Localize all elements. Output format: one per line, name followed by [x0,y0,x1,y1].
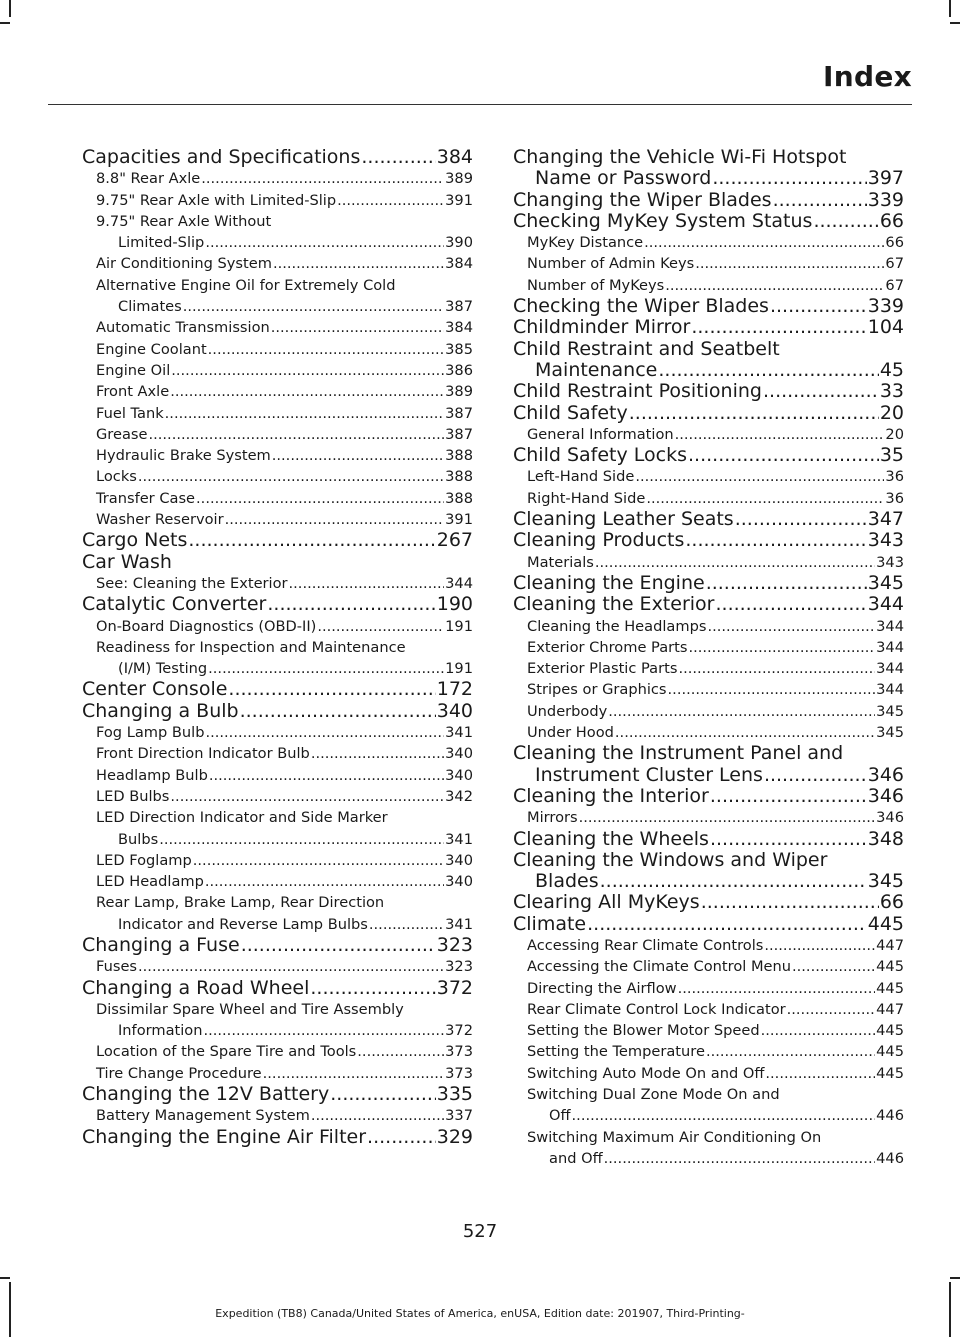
entry-text: Number of MyKeys ..... [527,275,904,296]
entry-text: Information ..... [96,1020,473,1041]
index-subentry [82,253,473,274]
entry-text: Clearing All MyKeys ..... [513,892,904,913]
entry-text: 9.75" Rear Axle with Limited-Slip ..... [96,190,473,211]
page-reference: 66 [879,210,904,232]
page-reference: 33 [879,381,904,403]
entry-text: Changing a Road Wheel ..... [82,978,473,999]
index-column-right [513,147,904,1169]
index-entry [513,914,904,935]
index-entry [513,850,904,893]
entry-text: Rear Lamp, Brake Lamp, Rear Direction [96,894,385,912]
index-entry [82,552,473,573]
index-subentry [82,999,473,1042]
index-subentry [82,424,473,445]
index-subentry [82,871,473,892]
index-subentry [82,1105,473,1126]
index-subentry [82,722,473,743]
entry-text: LED Foglamp ..... [96,850,473,871]
entry-text: Cleaning the Engine ..... [513,573,904,594]
index-subentry [513,424,904,445]
page-reference: 67 [884,253,904,274]
page-reference: 337 [444,1105,473,1126]
entry-text: Car Wash [82,551,172,573]
entry-text: Switching Dual Zone Mode On and [527,1086,780,1104]
entry-text: Underbody ..... [527,701,904,722]
entry-text: Cleaning the Interior ..... [513,786,904,807]
index-subentry [513,275,904,296]
page-reference: 345 [867,572,904,594]
entry-text: Checking the Wiper Blades ..... [513,296,904,317]
entry-text: Number of Admin Keys ..... [527,253,904,274]
page-reference: 388 [444,466,473,487]
page-reference: 391 [444,509,473,530]
entry-text: Rear Climate Control Lock Indicator ..... [527,999,904,1020]
page-reference: 36 [884,466,904,487]
page-reference: 388 [444,488,473,509]
page-reference: 191 [444,658,473,679]
index-entry [82,1084,473,1105]
index-subentry [513,466,904,487]
page-reference: 344 [867,594,904,616]
index-subentry [513,488,904,509]
entry-text: Location of the Spare Tire and Tools ..... [96,1041,473,1062]
index-subentry [82,317,473,338]
page-reference: 45 [879,358,904,381]
index-subentry [513,999,904,1020]
entry-text: Child Safety Locks ..... [513,445,904,466]
page-reference: 191 [444,616,473,637]
entry-text: 9.75" Rear Axle Without [96,212,272,230]
index-subentry [513,956,904,977]
page-reference: 373 [444,1063,473,1084]
entry-text: Changing the Wiper Blades ..... [513,190,904,211]
entry-text: (I/M) Testing ..... [96,658,473,679]
page-reference: 387 [444,403,473,424]
entry-text: Materials ..... [527,552,904,573]
page-reference: 190 [436,594,473,616]
page-reference: 341 [444,914,473,935]
index-subentry [82,275,473,318]
entry-text: Stripes or Graphics ..... [527,679,904,700]
page-reference: 341 [444,829,473,850]
index-subentry [513,978,904,999]
entry-text: Cleaning Leather Seats ..... [513,509,904,530]
index-entry [82,1127,473,1148]
page-reference: 391 [444,190,473,211]
entry-text: Exterior Plastic Parts ..... [527,658,904,679]
entry-text: Instrument Cluster Lens ..... [513,765,904,786]
page-reference: 340 [444,743,473,764]
page-reference: 345 [875,722,904,743]
entry-text: Engine Coolant ..... [96,339,473,360]
index-subentry [82,1041,473,1062]
page-reference: 346 [875,807,904,828]
page-reference: 20 [879,402,904,424]
crop-mark [0,22,10,24]
entry-text: Changing the Engine Air Filter ..... [82,1127,473,1148]
index-entry [82,679,473,700]
index-entry [513,317,904,338]
page-reference: 343 [867,530,904,552]
index-entry [513,573,904,594]
entry-text: Cargo Nets ..... [82,530,473,551]
index-subentry [82,573,473,594]
page-reference: 386 [444,360,473,381]
page-reference: 372 [436,977,473,999]
page-reference: 447 [875,935,904,956]
entry-text: Cleaning the Exterior ..... [513,594,904,615]
page-reference: 344 [875,679,904,700]
page-reference: 346 [867,785,904,807]
page-reference: 447 [875,999,904,1020]
entry-text: Fuel Tank ..... [96,403,473,424]
index-subentry [82,445,473,466]
index-subentry [82,403,473,424]
entry-text: Maintenance ..... [513,360,904,381]
entry-text: General Information ..... [527,424,904,445]
entry-text: Changing the 12V Battery ..... [82,1084,473,1105]
index-subentry [82,360,473,381]
page-reference: 339 [867,189,904,211]
entry-text: Readiness for Inspection and Maintenance [96,638,406,656]
index-subentry [82,892,473,935]
page-reference: 345 [867,870,904,893]
entry-text: MyKey Distance ..... [527,232,904,253]
entry-text: Cleaning the Windows and Wiper [513,849,828,871]
index-subentry [513,679,904,700]
index-subentry [513,1127,904,1170]
index-entry [513,786,904,807]
index-subentry [82,211,473,254]
entry-text: Climate ..... [513,914,904,935]
index-subentry [82,168,473,189]
index-subentry [82,381,473,402]
crop-mark [950,22,960,24]
entry-text: Limited-Slip ..... [96,232,473,253]
page-reference: 340 [444,765,473,786]
index-entry [513,829,904,850]
entry-text: and Off ..... [527,1148,904,1169]
page-reference: 445 [867,913,904,935]
entry-text: Cleaning the Headlamps ..... [527,616,904,637]
index-subentry [82,509,473,530]
entry-text: 8.8" Rear Axle ..... [96,168,473,189]
entry-text: Setting the Blower Motor Speed ..... [527,1020,904,1041]
entry-text: Mirrors ..... [527,807,904,828]
index-entry [513,530,904,551]
entry-text: Accessing Rear Climate Controls ..... [527,935,904,956]
entry-text: Climates ..... [96,296,473,317]
entry-text: Bulbs ..... [96,829,473,850]
index-entry [513,445,904,466]
entry-text: Right-Hand Side ..... [527,488,904,509]
header-divider [48,104,912,105]
index-subentry [82,488,473,509]
index-subentry [82,765,473,786]
index-entry [82,147,473,168]
index-subentry [513,232,904,253]
index-subentry [82,190,473,211]
entry-text: On-Board Diagnostics (OBD-II) ..... [96,616,473,637]
entry-text: Childminder Mirror ..... [513,317,904,338]
footer-edition-text: Expedition (TB8) Canada/United States of America, enUSA, Edition date: 201907, Third-Printing- [215,1307,745,1320]
page-reference: 390 [444,232,473,253]
page-reference: 323 [436,934,473,956]
entry-text: Catalytic Converter ..... [82,594,473,615]
entry-text: Directing the Airflow ..... [527,978,904,999]
entry-text: Battery Management System ..... [96,1105,473,1126]
entry-text: Indicator and Reverse Lamp Bulbs ..... [96,914,473,935]
entry-text: Child Restraint Positioning ..... [513,381,904,402]
index-entry [513,743,904,786]
page-reference: 445 [875,978,904,999]
page-reference: 20 [884,424,904,445]
index-entry [82,935,473,956]
entry-text: Changing a Bulb ..... [82,701,473,722]
page-reference: 373 [444,1041,473,1062]
page-reference: 340 [436,700,473,722]
page-reference: 445 [875,1041,904,1062]
page-reference: 341 [444,722,473,743]
index-subentry [513,1063,904,1084]
crop-mark [9,0,11,17]
page-reference: 372 [444,1020,473,1041]
entry-text: Switching Maximum Air Conditioning On [527,1128,822,1146]
index-subentry [82,616,473,637]
entry-text: Off ..... [527,1105,904,1126]
page-reference: 397 [867,167,904,190]
index-subentry [513,1084,904,1127]
page-number: 527 [462,1221,498,1242]
entry-text: Changing a Fuse ..... [82,935,473,956]
entry-text: Grease ..... [96,424,473,445]
entry-text: LED Bulbs ..... [96,786,473,807]
entry-text: Changing the Vehicle Wi-Fi Hotspot [513,147,847,168]
page-reference: 335 [436,1084,473,1106]
index-subentry [513,722,904,743]
entry-text: Cleaning the Wheels ..... [513,829,904,850]
entry-text: Fog Lamp Bulb ..... [96,722,473,743]
page-reference: 388 [444,445,473,466]
entry-text: Washer Reservoir ..... [96,509,473,530]
entry-text: LED Headlamp ..... [96,871,473,892]
crop-mark [949,0,951,17]
index-column-left [82,147,473,1148]
entry-text: Hydraulic Brake System ..... [96,445,473,466]
page-reference: 66 [879,892,904,914]
entry-text: Setting the Temperature ..... [527,1041,904,1062]
page-reference: 340 [444,850,473,871]
page-reference: 344 [875,637,904,658]
page-reference: 384 [436,147,473,168]
entry-text: Exterior Chrome Parts ..... [527,637,904,658]
entry-text: Fuses ..... [96,956,473,977]
index-subentry [82,637,473,680]
page-reference: 323 [444,956,473,977]
page-reference: 348 [867,828,904,850]
entry-text: Cleaning Products ..... [513,530,904,551]
entry-text: Automatic Transmission ..... [96,317,473,338]
index-entry [513,892,904,913]
index-entry [513,296,904,317]
index-entry [513,509,904,530]
entry-text: Accessing the Climate Control Menu ..... [527,956,904,977]
index-subentry [82,850,473,871]
index-entry [513,403,904,424]
index-subentry [513,637,904,658]
entry-text: Locks ..... [96,466,473,487]
index-subentry [513,616,904,637]
page-reference: 446 [875,1148,904,1169]
page-reference: 389 [444,381,473,402]
entry-text: Tire Change Procedure ..... [96,1063,473,1084]
page-reference: 345 [875,701,904,722]
index-entry [82,594,473,615]
page-reference: 347 [867,509,904,531]
entry-text: Cleaning the Instrument Panel and [513,743,844,765]
page-title: Index [823,60,912,93]
entry-text: LED Direction Indicator and Side Marker [96,809,388,827]
page-reference: 104 [867,317,904,339]
index-entry [513,147,904,190]
page-reference: 344 [875,658,904,679]
index-subentry [82,743,473,764]
entry-text: Capacities and Specifications ..... [82,147,473,168]
index-subentry [82,807,473,850]
index-subentry [513,807,904,828]
index-entry [82,701,473,722]
index-subentry [513,1020,904,1041]
index-subentry [513,935,904,956]
index-entry [513,211,904,232]
entry-text: Transfer Case ..... [96,488,473,509]
entry-text: Switching Auto Mode On and Off ..... [527,1063,904,1084]
entry-text: Under Hood ..... [527,722,904,743]
index-subentry [82,339,473,360]
index-entry [513,594,904,615]
entry-text: Dissimilar Spare Wheel and Tire Assembly [96,1000,404,1018]
page-reference: 67 [884,275,904,296]
page-reference: 385 [444,339,473,360]
page-reference: 387 [444,296,473,317]
page-reference: 445 [875,1020,904,1041]
entry-text: Front Axle ..... [96,381,473,402]
page-reference: 172 [436,679,473,701]
entry-text: Engine Oil ..... [96,360,473,381]
index-subentry [513,1041,904,1062]
entry-text: Alternative Engine Oil for Extremely Cold [96,276,396,294]
entry-text: Headlamp Bulb ..... [96,765,473,786]
page-reference: 387 [444,424,473,445]
index-subentry [513,253,904,274]
index-subentry [82,956,473,977]
page-reference: 384 [444,253,473,274]
entry-text: Front Direction Indicator Bulb ..... [96,743,473,764]
page-reference: 36 [884,488,904,509]
page-reference: 66 [884,232,904,253]
page-reference: 446 [875,1105,904,1126]
entry-text: Checking MyKey System Status ..... [513,211,904,232]
page-reference: 384 [444,317,473,338]
index-entry [513,339,904,382]
index-subentry [82,466,473,487]
entry-text: See: Cleaning the Exterior ..... [96,573,473,594]
entry-text: Left-Hand Side ..... [527,466,904,487]
index-subentry [513,701,904,722]
crop-mark [950,1277,960,1279]
index-subentry [513,552,904,573]
entry-text: Blades ..... [513,871,904,892]
entry-text: Child Safety ..... [513,403,904,424]
page-reference: 344 [444,573,473,594]
entry-text: Child Restraint and Seatbelt [513,338,780,360]
page-reference: 346 [867,763,904,786]
page-reference: 329 [436,1126,473,1148]
page-reference: 445 [875,956,904,977]
index-entry [513,190,904,211]
index-subentry [82,786,473,807]
index-subentry [513,658,904,679]
index-entry [82,530,473,551]
index-entry [82,978,473,999]
page-reference: 267 [436,530,473,552]
crop-mark [0,1277,10,1279]
page-reference: 445 [875,1063,904,1084]
page-reference: 340 [444,871,473,892]
entry-text: Name or Password ..... [513,168,904,189]
page-reference: 344 [875,616,904,637]
page-reference: 389 [444,168,473,189]
entry-text: Center Console ..... [82,679,473,700]
page-reference: 35 [879,445,904,467]
index-entry [513,381,904,402]
page-reference: 343 [875,552,904,573]
page-reference: 339 [867,296,904,318]
page-reference: 342 [444,786,473,807]
index-subentry [82,1063,473,1084]
entry-text: Air Conditioning System ..... [96,253,473,274]
